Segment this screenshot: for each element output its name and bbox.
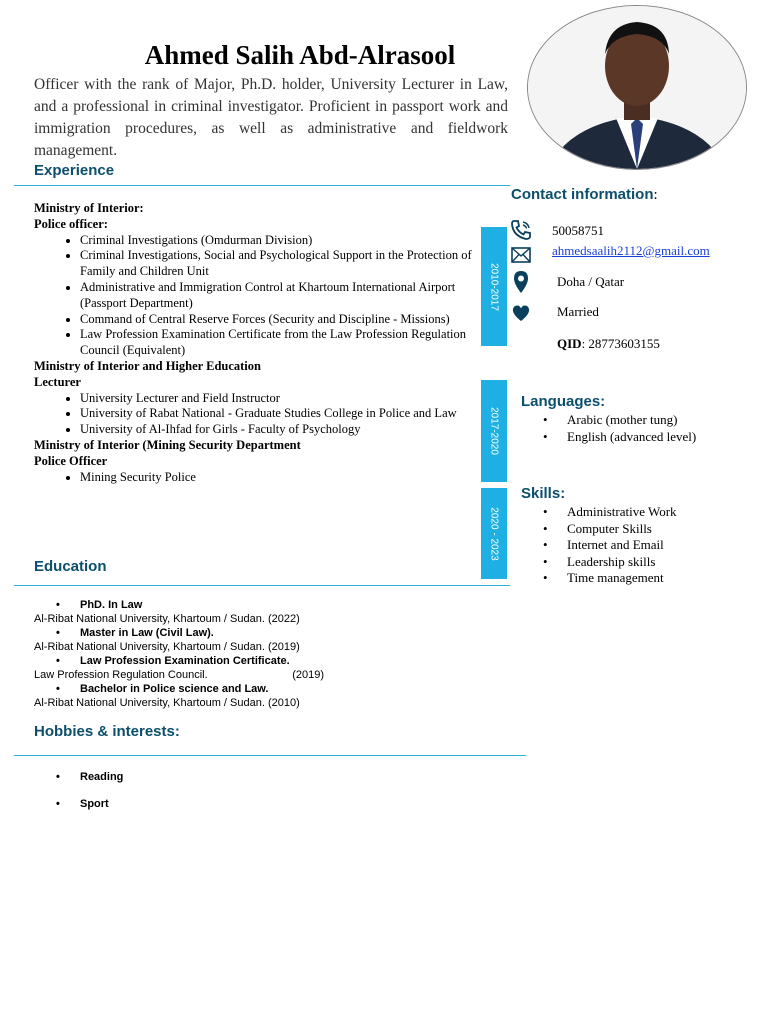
phone-icon xyxy=(510,219,532,241)
education-detail-row xyxy=(34,668,324,682)
experience-list xyxy=(34,201,480,485)
experience-org: Ministry of Interior (Mining Security Department xyxy=(34,437,301,452)
experience-heading: Experience xyxy=(34,162,115,179)
education-degree: • Bachelor in Police science and Law. xyxy=(34,682,324,696)
contact-email[interactable]: ahmedsaalih2112@gmail.com xyxy=(552,243,710,258)
experience-role: Police Officer xyxy=(34,453,108,468)
education-detail: Al-Ribat National University, Khartoum / Sudan. (2022) xyxy=(34,613,300,625)
list-item: • University Lecturer and Field Instructor xyxy=(80,391,480,407)
contact-email-link[interactable] xyxy=(552,243,710,259)
list-item: • Criminal Investigations, Social and Psychological Support in the Protection of Family and Children Unit xyxy=(80,248,480,280)
contact-qid xyxy=(557,336,660,352)
skills-list xyxy=(539,504,677,587)
experience-org: Ministry of Interior: xyxy=(34,201,144,215)
list-item: • University of Rabat National - Graduate Studies College in Police and Law xyxy=(80,406,480,422)
qid-label: QID xyxy=(557,336,582,351)
profile-summary: Officer with the rank of Major, Ph.D. holder, University Lecturer in Law, and a professional in criminal investigator. Proficient in passport work and immigration procedures, as well as administrative and fieldwork management. xyxy=(34,76,508,159)
list-item: • Criminal Investigations (Omdurman Division) xyxy=(80,233,480,249)
experience-role: Police officer: xyxy=(34,216,108,231)
list-item: • Law Profession Examination Certificate from the Law Profession Regulation Council (Equivalent) xyxy=(80,327,480,359)
education-degree: • PhD. In Law xyxy=(34,598,324,612)
envelope-icon xyxy=(510,244,532,266)
education-detail: Al-Ribat National University, Khartoum / Sudan. (2019) xyxy=(34,641,300,653)
skills-heading: Skills: xyxy=(521,485,566,502)
contact-location: Doha / Qatar xyxy=(557,274,625,289)
list-item: • Command of Central Reserve Forces (Security and Discipline - Missions) xyxy=(80,312,480,328)
education-degree: • Law Profession Examination Certificate. xyxy=(34,654,324,668)
period-bar-2 xyxy=(481,380,507,482)
hobbies-heading: Hobbies & interests: xyxy=(34,723,180,740)
location-pin-icon xyxy=(510,270,532,292)
education-detail: Al-Ribat National University, Khartoum / Sudan. (2010) xyxy=(34,697,300,709)
experience-role: Lecturer xyxy=(34,374,81,389)
list-item: • Time management xyxy=(539,570,677,587)
period-label: 2020 - 2023 xyxy=(488,506,500,561)
heart-icon xyxy=(510,303,532,325)
period-label: 2010-2017 xyxy=(488,262,500,311)
list-item: • Administrative and Immigration Control at Khartoum International Airport (Passport Department) xyxy=(80,280,480,312)
education-year: (2019) xyxy=(292,669,324,681)
profile-photo xyxy=(527,5,747,170)
period-label: 2017-2020 xyxy=(488,407,500,455)
experience-divider xyxy=(14,185,510,186)
list-item: • Arabic (mother tung) xyxy=(539,412,696,429)
qid-value: : 28773603155 xyxy=(581,336,660,351)
experience-items xyxy=(34,391,480,438)
contact-heading xyxy=(511,186,658,204)
list-item: • Reading xyxy=(34,771,123,798)
experience-org: Ministry of Interior and Higher Education xyxy=(34,358,261,373)
hobbies-list xyxy=(34,771,123,825)
education-list xyxy=(34,598,324,710)
list-item: • Leadership skills xyxy=(539,554,677,571)
list-item: • University of Al-Ihfad for Girls - Faculty of Psychology xyxy=(80,422,480,438)
list-item: • Administrative Work xyxy=(539,504,677,521)
languages-list xyxy=(539,412,696,445)
contact-heading-colon: : xyxy=(653,187,658,203)
period-bar-1 xyxy=(481,227,507,346)
list-item: • Mining Security Police xyxy=(80,470,480,486)
education-heading: Education xyxy=(34,558,107,575)
education-divider xyxy=(14,585,510,586)
contact-heading-text: Contact information xyxy=(511,186,654,203)
contact-phone: 50058751 xyxy=(552,223,604,238)
education-degree: • Master in Law (Civil Law). xyxy=(34,626,324,640)
experience-items xyxy=(34,470,480,486)
list-item: • English (advanced level) xyxy=(539,429,696,446)
list-item: • Computer Skills xyxy=(539,521,677,538)
period-bar-3 xyxy=(481,488,507,579)
candidate-name: Ahmed Salih Abd-Alrasool xyxy=(144,40,456,70)
experience-items xyxy=(34,233,480,359)
hobbies-divider xyxy=(14,755,526,756)
education-detail: Law Profession Regulation Council. xyxy=(34,669,208,681)
contact-marital-status: Married xyxy=(557,304,599,319)
list-item: • Sport xyxy=(34,798,123,825)
languages-heading: Languages: xyxy=(521,393,606,410)
list-item: • Internet and Email xyxy=(539,537,677,554)
